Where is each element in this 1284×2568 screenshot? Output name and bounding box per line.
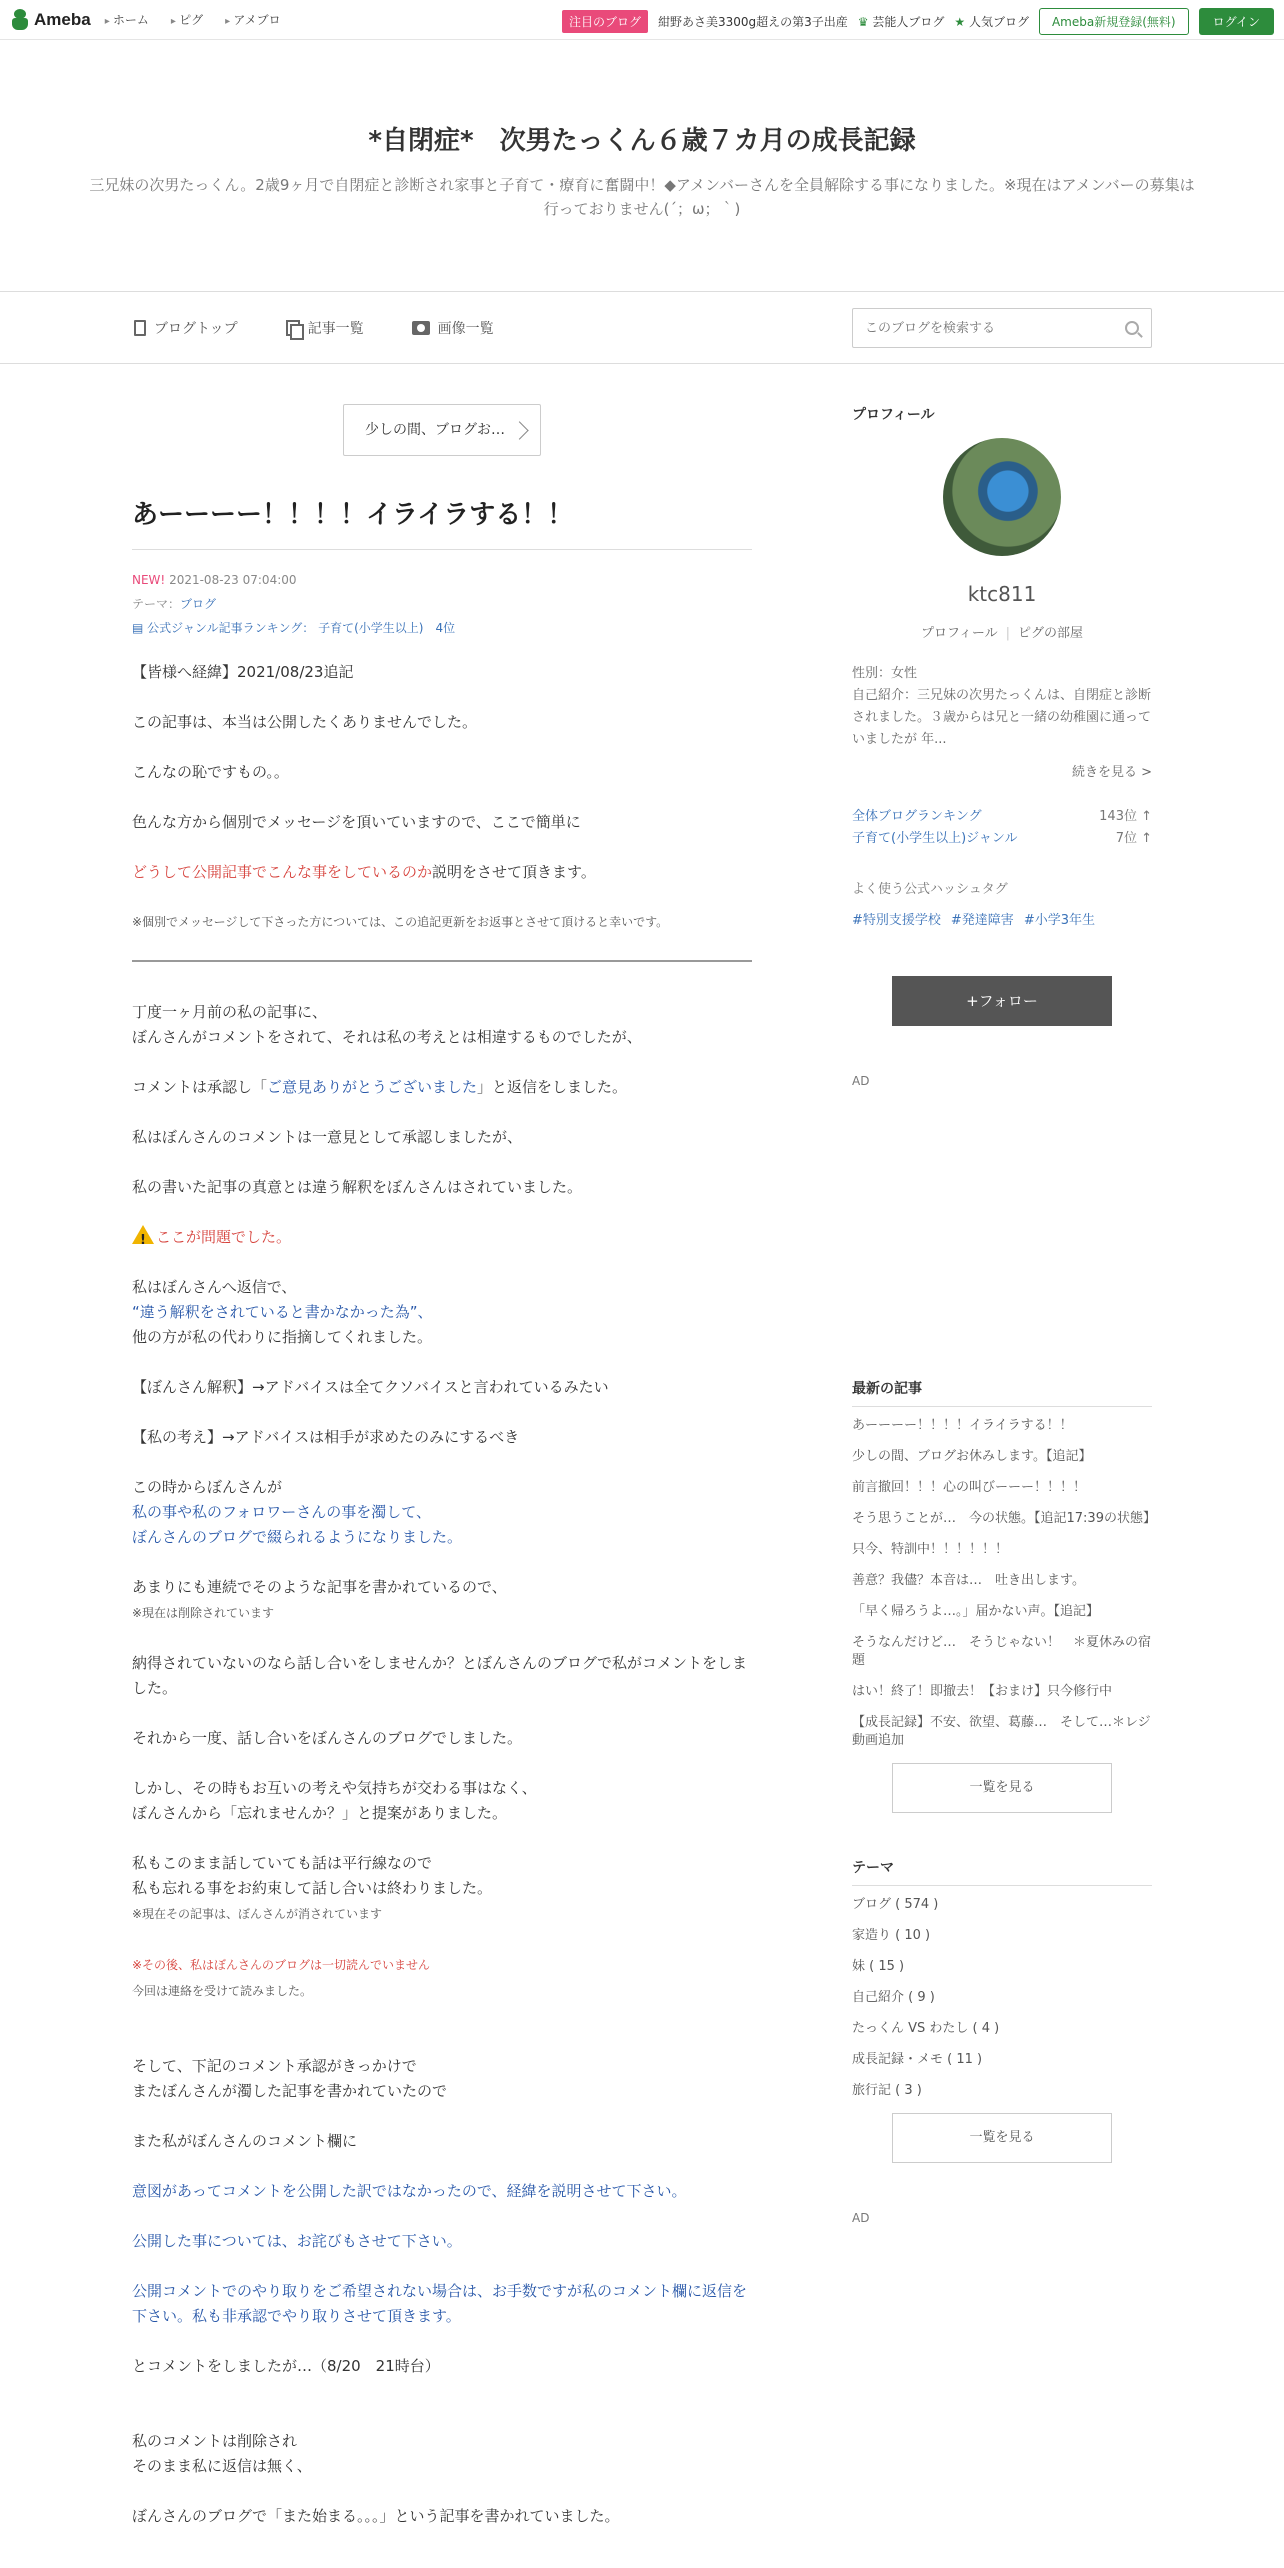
documents-icon: [286, 320, 300, 336]
article-body: [132, 660, 752, 2529]
text: 他の方が私の代わりに指摘してくれました。: [132, 1328, 433, 1346]
username[interactable]: ktc811: [967, 582, 1037, 606]
paragraph: 納得されていないのなら話し合いをしませんか？とぼんさんのブログで私がコメントをしました。: [132, 1654, 748, 1697]
profile-link[interactable]: プロフィール: [920, 626, 998, 641]
red-text: どうして公開記事でこんな事をしているのか: [132, 863, 433, 881]
article-meta: [132, 568, 752, 640]
theme-link[interactable]: 妹 ( 15 ): [852, 1959, 905, 1974]
profile-info: [852, 663, 1152, 751]
paragraph: こんなの恥ですもの。。: [132, 763, 289, 781]
ranking-genre-value: 7位 ↑: [1115, 831, 1152, 846]
blog-top-label: ブログトップ: [154, 321, 238, 337]
ranking-all-link[interactable]: 全体ブログランキング: [852, 809, 982, 824]
profile-links: [852, 622, 1152, 641]
nav-pigg[interactable]: ▸ ピグ: [171, 11, 203, 28]
latest-entry-link[interactable]: そう思うことが… 今の状態。【追記17:39の状態】: [852, 1511, 1156, 1526]
nav-ameblo[interactable]: ▸ アメブロ: [225, 11, 280, 28]
hashtag-heading: よく使う公式ハッシュタグ: [852, 882, 1008, 897]
latest-entry-link[interactable]: 「早く帰ろうよ…。」届かない声。【追記】: [852, 1604, 1100, 1619]
ranking-label: 公式ジャンル記事ランキング：: [147, 621, 315, 635]
ad-label: AD: [852, 2211, 870, 2225]
read-more-link[interactable]: 続きを見る >: [852, 761, 1152, 780]
text: コメントは承認し「: [132, 1078, 268, 1096]
paragraph: [132, 1851, 752, 1927]
warning-icon: [132, 1225, 154, 1244]
text: この時からぼんさんが: [132, 1478, 283, 1496]
latest-entry-link[interactable]: 前言撤回！！！心の叫びーーー！！！！: [852, 1480, 1087, 1495]
text: あまりにも連続でそのような記事を書かれているので、: [132, 1578, 507, 1596]
paragraph: 意図があってコメントを公開した訳ではなかったので、経緯を説明させて下さい。: [132, 2182, 687, 2200]
hashtag-list: [852, 909, 1152, 928]
theme-more-button[interactable]: 一覧を見る: [892, 2113, 1112, 2163]
paragraph: また私がぼんさんのコメント欄に: [132, 2132, 358, 2150]
paragraph: [132, 1075, 752, 1100]
blue-text: 私の事や私のフォロワーさんの事を濁して、: [132, 1503, 431, 1521]
text: 私もこのまま話していても話は平行線なので: [132, 1854, 433, 1872]
blue-text: “違う解釈をされていると書かなかった為”、: [132, 1303, 433, 1321]
paragraph: [132, 1475, 752, 1550]
latest-more-button[interactable]: 一覧を見る: [892, 1763, 1112, 1813]
theme-label: テーマ：: [132, 597, 181, 611]
text: 丁度一ヶ月前の私の記事に、: [132, 1003, 328, 1021]
blog-title[interactable]: *自閉症* 次男たっくん６歳７カ月の成長記録: [368, 126, 916, 156]
theme-link[interactable]: たっくん VS わたし ( 4 ): [852, 2021, 1000, 2036]
latest-entry-link[interactable]: はい！終了！即撤去！【おまけ】只今修行中: [852, 1684, 1113, 1699]
follow-button[interactable]: +フォロー: [892, 976, 1112, 1026]
text: そのまま私に返信は無く、: [132, 2457, 312, 2475]
latest-entries: [852, 1378, 1156, 1813]
text: 」と返信をしました。: [477, 1078, 628, 1096]
ranking-rank: 4位: [435, 621, 456, 635]
latest-entry-link[interactable]: 善意？我儘？本音は… 吐き出します。: [852, 1573, 1085, 1588]
sidebar: [852, 404, 1156, 2225]
red-note: ※その後、私はぼんさんのブログは一切読んでいません: [132, 1958, 431, 1972]
theme-heading: テーマ: [852, 1857, 1152, 1886]
theme-link[interactable]: ブログ: [180, 597, 217, 611]
theme-link[interactable]: ブログ ( 574 ): [852, 1897, 939, 1912]
document-icon: [134, 320, 146, 336]
paragraph: 公開コメントでのやり取りをご希望されない場合は、お手数ですが私のコメント欄に返信を下さい。私も非承認でやり取りさせて頂きます。: [132, 2282, 748, 2325]
image-list-label: 画像一覧: [437, 321, 494, 337]
pig-room-link[interactable]: ピグの部屋: [1018, 626, 1084, 641]
paragraph: とコメントをしましたが…（8/20 21時台）: [132, 2357, 440, 2375]
featured-link[interactable]: 紺野あさ美3300g超えの第3子出産: [657, 15, 848, 29]
theme-link[interactable]: 旅行記 ( 3 ): [852, 2083, 922, 2098]
ameba-mark-icon: [10, 9, 30, 31]
paragraph: [132, 860, 752, 885]
paragraph: 私の書いた記事の真意とは違う解釈をぼんさんはされていました。: [132, 1178, 583, 1196]
theme-link[interactable]: 成長記録・メモ ( 11 ): [852, 2052, 983, 2067]
blog-description: 三兄妹の次男たっくん。2歳9ヶ月で自閉症と診断され家事と子育て・療育に奮闘中！◆アメンバーさんを全員解除する事になりました。※現在はアメンバーの募集は行っておりません(´；ω；｀): [89, 176, 1195, 218]
hashtag-link[interactable]: #小学3年生: [1023, 913, 1095, 928]
text: そして、下記のコメント承認がきっかけで: [132, 2057, 417, 2075]
prev-entry-button[interactable]: 少しの間、ブログお…: [343, 404, 541, 456]
blue-text: ぼんさんのブログで綴られるようになりました。: [132, 1528, 463, 1546]
gender: 性別：女性: [852, 666, 918, 681]
ad-label: AD: [852, 1074, 870, 1088]
hashtag-link[interactable]: #発達障害: [950, 913, 1014, 928]
paragraph: 公開した事については、お詫びもさせて下さい。: [132, 2232, 462, 2250]
global-nav: [105, 11, 281, 28]
blog-nav: [0, 292, 1284, 364]
camera-icon: [412, 321, 430, 335]
text: 私のコメントは削除され: [132, 2432, 298, 2450]
note: ※個別でメッセージして下さった方については、この追記更新をお返事とさせて頂けると幸いです。: [132, 915, 669, 929]
self-intro: 自己紹介：三兄妹の次男たっくんは、自閉症と診断されました。３歳からは兄と一緒の幼稚園に通っていましたが 年...: [852, 688, 1152, 747]
theme-link[interactable]: 家造り ( 10 ): [852, 1928, 931, 1943]
search-icon[interactable]: [1125, 321, 1139, 335]
article-datetime: 2021-08-23 07:04:00: [169, 573, 297, 587]
article-title[interactable]: あーーーー！！！！イライラする！！: [132, 494, 752, 550]
ranking-all-value: 143位 ↑: [1099, 809, 1152, 824]
paragraph: [132, 1575, 752, 1626]
blog-top-link[interactable]: [134, 318, 238, 338]
red-text: ここが問題でした。: [156, 1228, 292, 1246]
register-button[interactable]: Ameba新規登録(無料): [1039, 8, 1189, 35]
hashtag-link[interactable]: #特別支援学校: [852, 913, 941, 928]
blog-search: [852, 308, 1152, 348]
genre-ranking: ▤ 公式ジャンル記事ランキング： 子育て(小学生以上) 4位: [132, 621, 456, 635]
profile-heading: プロフィール: [852, 407, 935, 423]
paragraph: [132, 1952, 752, 2004]
note: ※現在その記事は、ぼんさんが消されています: [132, 1907, 383, 1921]
latest-entry-link[interactable]: 少しの間、ブログお休みします。【追記】: [852, 1449, 1092, 1464]
text: ぼんさんがコメントをされて、それは私の考えとは相違するものでしたが、: [132, 1028, 642, 1046]
paragraph: [132, 1275, 752, 1350]
blue-text: ご意見ありがとうございました: [267, 1078, 478, 1096]
text: またぼんさんが濁した記事を書かれていたので: [132, 2082, 448, 2100]
paragraph: それから一度、話し合いをぼんさんのブログでしました。: [132, 1729, 523, 1747]
blog-search-input[interactable]: [865, 321, 1125, 336]
global-header: [0, 0, 1284, 40]
blog-rankings: [852, 806, 1152, 850]
featured-badge: 注目のブログ: [562, 10, 648, 33]
image-list-link[interactable]: [412, 318, 494, 338]
blog-header: [0, 40, 1284, 292]
latest-entry-link[interactable]: 只今、特訓中！！！！！！: [852, 1542, 1009, 1557]
paragraph: 色んな方から個別でメッセージを頂いていますので、ここで簡単に: [132, 813, 581, 831]
celeb-blog-link[interactable]: ♛ 芸能人ブログ: [858, 13, 945, 30]
paragraph: 私はぼんさんのコメントは一意見として承認しましたが、: [132, 1128, 523, 1146]
latest-entry-link[interactable]: 【成長記録】不安、欲望、葛藤… そして…＊レジ動画追加: [852, 1715, 1151, 1748]
login-button[interactable]: ログイン: [1199, 8, 1274, 35]
entry-list-label: 記事一覧: [307, 321, 364, 337]
theme-link[interactable]: 自己紹介 ( 9 ): [852, 1990, 935, 2005]
paragraph: [132, 2429, 752, 2479]
latest-heading: 最新の記事: [852, 1378, 1152, 1407]
header-right: [562, 8, 1274, 35]
separator: |: [1005, 626, 1011, 641]
note: 今回は連絡を受けて読みました。: [132, 1984, 313, 1998]
text: ぼんさんから「忘れませんか？」と提案がありました。: [132, 1804, 508, 1822]
themes: [852, 1857, 1152, 2163]
nav-home[interactable]: ▸ ホーム: [105, 11, 149, 28]
latest-entry-link[interactable]: あーーーー！！！！イライラする！！: [852, 1418, 1073, 1433]
entry-list-link[interactable]: [286, 318, 364, 338]
text: しかし、その時もお互いの考えや気持ちが交わる事はなく、: [132, 1779, 537, 1797]
article: [132, 404, 752, 2554]
main-content: [0, 364, 1284, 2532]
paragraph: 【皆様へ経緯】2021/08/23追記: [132, 663, 354, 681]
text: 私も忘れる事をお約束して話し合いは終わりました。: [132, 1879, 493, 1897]
avatar[interactable]: [943, 438, 1061, 556]
paragraph: 【私の考え】→アドバイスは相手が求めたのみにするべき: [132, 1428, 520, 1446]
latest-entry-link[interactable]: そうなんだけど… そうじゃない！ ＊夏休みの宿題: [852, 1635, 1152, 1668]
note: ※現在は削除されています: [132, 1606, 275, 1620]
paragraph: [132, 1225, 752, 1250]
paragraph: 【ぼんさん解釈】→アドバイスは全てクソバイスと言われているみたい: [132, 1378, 609, 1396]
paragraph: [132, 2054, 752, 2104]
ameba-logo[interactable]: [10, 9, 91, 31]
ranking-genre-link[interactable]: 子育て(小学生以上): [318, 621, 424, 635]
paragraph: ぼんさんのブログで「また始まる。。。」という記事を書かれていました。: [132, 2507, 620, 2525]
new-badge: NEW!: [132, 573, 166, 587]
paragraph: この記事は、本当は公開したくありませんでした。: [132, 713, 478, 731]
ranking-genre-link[interactable]: 子育て(小学生以上)ジャンル: [852, 831, 1018, 846]
popular-blog-link[interactable]: ★ 人気ブログ: [954, 13, 1029, 30]
paragraph: [132, 1776, 752, 1826]
divider: [132, 960, 752, 962]
text: 私はぼんさんへ返信で、: [132, 1278, 297, 1296]
paragraph: [132, 1000, 752, 1050]
logo-text: Ameba: [34, 9, 91, 29]
text: 説明をさせて頂きます。: [432, 863, 596, 881]
